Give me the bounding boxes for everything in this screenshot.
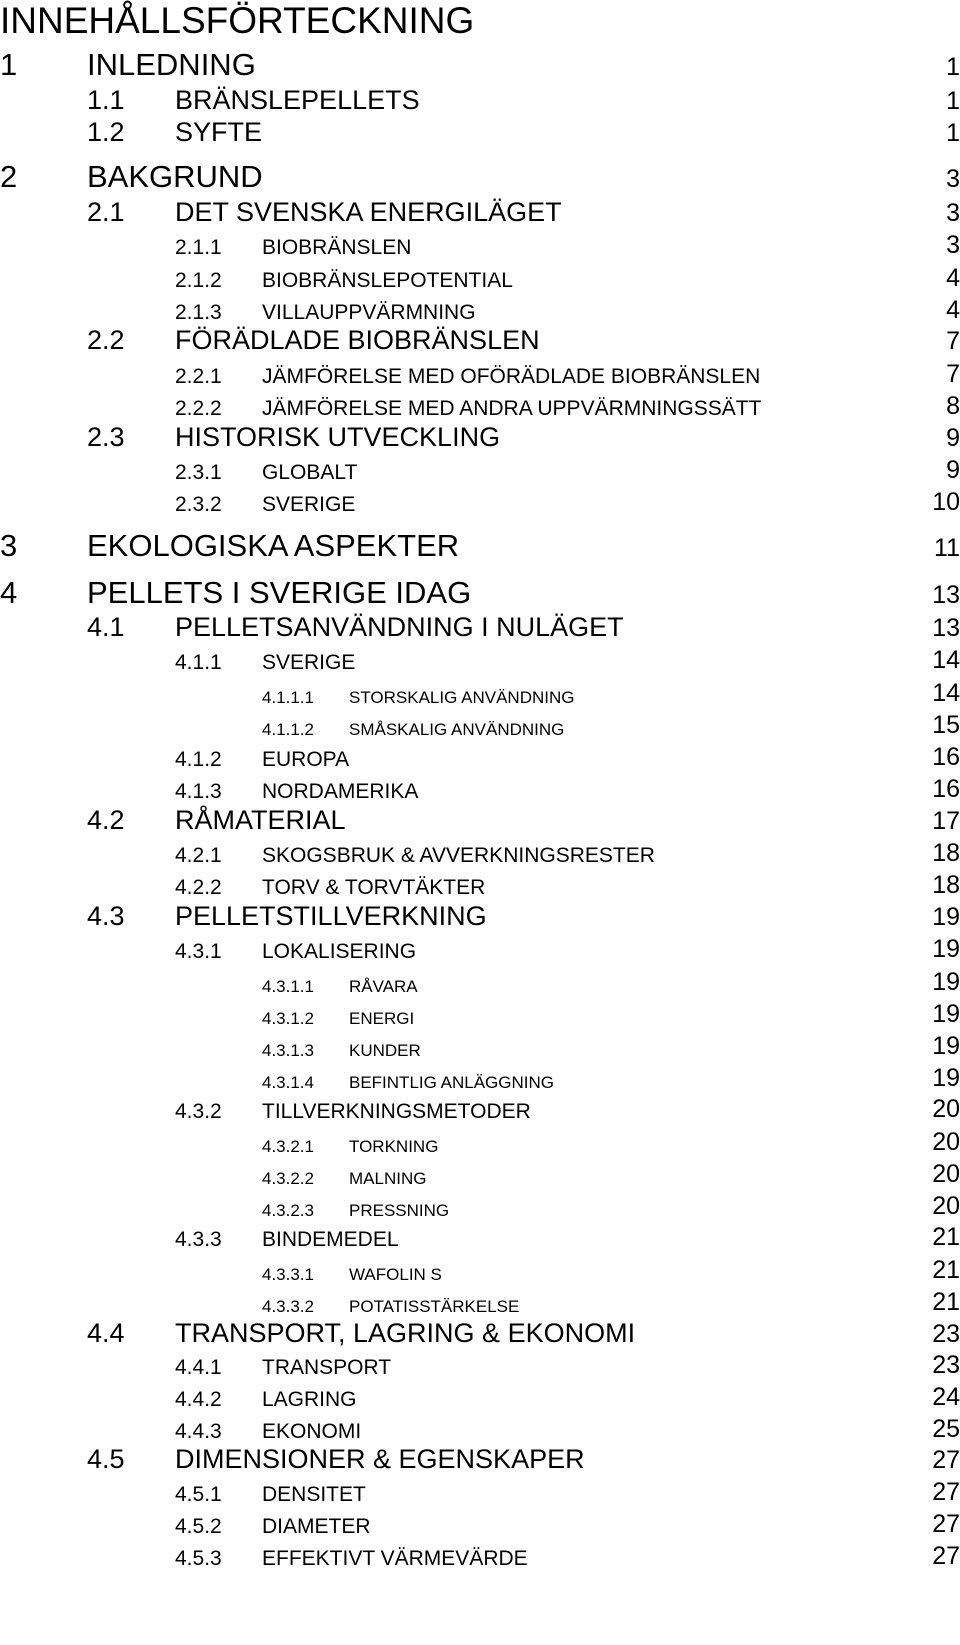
toc-entry-title: DET SVENSKA ENERGILÄGET	[175, 197, 562, 227]
toc-entry-title: EFFEKTIVT VÄRMEVÄRDE	[262, 1547, 528, 1570]
toc-entry-page-number: 21	[932, 1223, 960, 1251]
toc-entry[interactable]	[0, 963, 960, 997]
toc-entry[interactable]	[0, 576, 960, 610]
toc-entry-number: 4.1.3	[175, 780, 222, 803]
toc-entry-title: SKOGSBRUK & AVVERKNINGSRESTER	[262, 844, 655, 867]
toc-title: INNEHÅLLSFÖRTECKNING	[0, 0, 475, 41]
toc-entry-number: 4.4.1	[175, 1356, 222, 1379]
toc-entry-page-number: 13	[932, 614, 960, 642]
toc-entry-page-number: 3	[946, 165, 960, 193]
toc-entry-number: 4.2	[87, 805, 125, 835]
toc-entry[interactable]	[0, 1378, 960, 1412]
toc-entry-title: JÄMFÖRELSE MED ANDRA UPPVÄRMNINGSSÄTT	[262, 397, 762, 420]
toc-entry-page-number: 1	[946, 53, 960, 81]
toc-entry[interactable]	[0, 387, 960, 421]
toc-entry[interactable]	[0, 291, 960, 325]
toc-entry-number: 4.3.1.4	[262, 1073, 314, 1092]
toc-entry-page-number: 16	[932, 743, 960, 771]
toc-entry-number: 2.3.2	[175, 493, 222, 516]
toc-entry-number: 4.2.2	[175, 876, 222, 899]
toc-entry-page-number: 4	[946, 296, 960, 324]
toc-entry[interactable]	[0, 1441, 960, 1475]
toc-entry[interactable]	[0, 1251, 960, 1285]
toc-entry-title: INLEDNING	[87, 47, 256, 82]
toc-entry-title: PRESSNING	[349, 1201, 450, 1220]
toc-entry-title: NORDAMERIKA	[262, 780, 419, 803]
toc-entry-number: 4.3.3	[175, 1228, 222, 1251]
toc-entry-title: STORSKALIG ANVÄNDNING	[349, 688, 575, 707]
toc-entry-page-number: 7	[946, 360, 960, 388]
toc-entry-title: BINDEMEDEL	[262, 1228, 399, 1251]
toc-entry-page-number: 25	[932, 1415, 960, 1443]
toc-entry-number: 4.1.2	[175, 748, 222, 771]
toc-entry[interactable]	[0, 609, 960, 643]
toc-entry[interactable]	[0, 1123, 960, 1157]
toc-entry[interactable]	[0, 114, 960, 148]
toc-entry[interactable]	[0, 1090, 960, 1124]
toc-entry-number: 4.4.3	[175, 1420, 222, 1443]
toc-entry-page-number: 8	[946, 392, 960, 420]
toc-entry-page-number: 9	[946, 424, 960, 452]
toc-entry-title: PELLETS I SVERIGE IDAG	[87, 575, 472, 610]
toc-entry-number: 4.3.2.1	[262, 1137, 314, 1156]
toc-entry-number: 4.3.1.3	[262, 1041, 314, 1060]
toc-entry[interactable]	[0, 738, 960, 772]
toc-entry-title: GLOBALT	[262, 461, 358, 484]
toc-entry-title: BAKGRUND	[87, 159, 263, 194]
toc-entry-page-number: 3	[946, 231, 960, 259]
toc-entry-title: SMÅSKALIG ANVÄNDNING	[349, 720, 565, 739]
toc-entry-page-number: 20	[932, 1192, 960, 1220]
toc-entry[interactable]	[0, 674, 960, 708]
toc-entry[interactable]	[0, 1218, 960, 1252]
toc-entry-title: SVERIGE	[262, 493, 356, 516]
toc-entry-title: POTATISSTÄRKELSE	[349, 1297, 520, 1316]
toc-entry-title: EKONOMI	[262, 1420, 362, 1443]
toc-entry[interactable]	[0, 706, 960, 740]
toc-entry-number: 2.3	[87, 422, 125, 452]
toc-entry-number: 4.3.2	[175, 1100, 222, 1123]
toc-entry-number: 4.3.3.1	[262, 1265, 314, 1284]
toc-entry-number: 4.3.1.1	[262, 977, 314, 996]
toc-entry-page-number: 13	[932, 581, 960, 609]
toc-entry[interactable]	[0, 770, 960, 804]
toc-entry-page-number: 20	[932, 1160, 960, 1188]
toc-entry[interactable]	[0, 1505, 960, 1539]
toc-entry-page-number: 20	[932, 1095, 960, 1123]
toc-entry-number: 4.1.1.2	[262, 720, 314, 739]
toc-entry-number: 2.1	[87, 197, 125, 227]
toc-entry-number: 4.1	[87, 612, 125, 642]
toc-entry-title: FÖRÄDLADE BIOBRÄNSLEN	[175, 325, 540, 355]
toc-entry-page-number: 11	[934, 534, 960, 562]
toc-entry-title: BIOBRÄNSLEN	[262, 236, 412, 259]
toc-entry-number: 4.5.2	[175, 1515, 222, 1538]
toc-entry-title: ENERGI	[349, 1009, 415, 1028]
toc-entry-title: PELLETSANVÄNDNING I NULÄGET	[175, 612, 624, 642]
toc-entry-number: 2.2	[87, 325, 125, 355]
toc-entry-title: TORV & TORVTÄKTER	[262, 876, 486, 899]
toc-entry[interactable]	[0, 1473, 960, 1507]
toc-entry-number: 4.4	[87, 1318, 125, 1348]
toc-entry[interactable]	[0, 866, 960, 900]
toc-entry-title: KUNDER	[349, 1041, 421, 1060]
toc-entry-title: HISTORISK UTVECKLING	[175, 422, 501, 452]
toc-entry-page-number: 21	[932, 1256, 960, 1284]
toc-entry-page-number: 19	[932, 903, 960, 931]
toc-entry-page-number: 21	[932, 1288, 960, 1316]
toc-entry-page-number: 19	[932, 1032, 960, 1060]
toc-entry-title: BRÄNSLEPELLETS	[175, 85, 420, 115]
toc-entry[interactable]	[0, 1410, 960, 1444]
toc-entry-title: PELLETSTILLVERKNING	[175, 901, 487, 931]
toc-entry-page-number: 10	[932, 488, 960, 516]
toc-entry-number: 4.3	[87, 901, 125, 931]
toc-entry-number: 4.3.1	[175, 940, 222, 963]
toc-entry-number: 2.2.2	[175, 397, 222, 420]
toc-entry-title: WAFOLIN S	[349, 1265, 442, 1284]
toc-entry[interactable]	[0, 802, 960, 836]
toc-entry-number: 4	[0, 575, 18, 610]
toc-entry-number: 4.3.2.3	[262, 1201, 314, 1220]
toc-entry-number: 2.1.1	[175, 236, 222, 259]
toc-entry-number: 4.5.1	[175, 1483, 222, 1506]
toc-entry-number: 2.1.3	[175, 301, 222, 324]
toc-entry-title: LOKALISERING	[262, 940, 417, 963]
toc-entry[interactable]	[0, 834, 960, 868]
toc-entry[interactable]	[0, 529, 960, 563]
toc-entry[interactable]	[0, 1027, 960, 1061]
toc-entry-page-number: 9	[946, 456, 960, 484]
toc-entry-number: 3	[0, 528, 18, 563]
toc-entry-number: 4.5.3	[175, 1547, 222, 1570]
toc-entry-number: 4.1.1.1	[262, 688, 314, 707]
toc-entry-page-number: 19	[932, 935, 960, 963]
toc-entry-page-number: 17	[932, 807, 960, 835]
toc-entry-number: 2.3.1	[175, 461, 222, 484]
toc-entry-number: 4.1.1	[175, 651, 222, 674]
toc-entry-number: 4.5	[87, 1444, 125, 1474]
toc-entry[interactable]	[0, 82, 960, 116]
toc-entry-number: 2	[0, 159, 18, 194]
toc-entry-title: BIOBRÄNSLEPOTENTIAL	[262, 269, 513, 292]
toc-entry-page-number: 24	[932, 1383, 960, 1411]
toc-entry-page-number: 23	[932, 1320, 960, 1348]
toc-entry-title: BEFINTLIG ANLÄGGNING	[349, 1073, 554, 1092]
toc-entry-title: SVERIGE	[262, 651, 356, 674]
toc-entry-number: 2.1.2	[175, 269, 222, 292]
toc-entry[interactable]	[0, 419, 960, 453]
toc-entry-number: 1	[0, 47, 18, 82]
toc-entry[interactable]	[0, 930, 960, 964]
toc-entry[interactable]	[0, 1187, 960, 1221]
toc-entry-page-number: 14	[932, 679, 960, 707]
toc-entry-page-number: 18	[932, 871, 960, 899]
toc-entry[interactable]	[0, 641, 960, 675]
toc-entry-page-number: 14	[932, 646, 960, 674]
toc-entry-title: TORKNING	[349, 1137, 439, 1156]
toc-entry-title: VILLAUPPVÄRMNING	[262, 301, 476, 324]
toc-entry-page-number: 18	[932, 839, 960, 867]
toc-entry-number: 1.1	[87, 85, 125, 115]
toc-entry-number: 4.4.2	[175, 1388, 222, 1411]
toc-entry[interactable]	[0, 995, 960, 1029]
toc-entry[interactable]	[0, 194, 960, 228]
toc-entry-title: EKOLOGISKA ASPEKTER	[87, 528, 460, 563]
toc-entry-page-number: 27	[932, 1542, 960, 1570]
toc-entry-title: TRANSPORT, LAGRING & EKONOMI	[175, 1318, 636, 1348]
toc-entry-number: 2.2.1	[175, 365, 222, 388]
toc-entry[interactable]	[0, 1155, 960, 1189]
toc-entry-title: MALNING	[349, 1169, 427, 1188]
toc-entry-title: SYFTE	[175, 117, 263, 147]
toc-entry[interactable]	[0, 1346, 960, 1380]
toc-entry-page-number: 19	[932, 1064, 960, 1092]
toc-entry[interactable]	[0, 1283, 960, 1317]
toc-entry-page-number: 16	[932, 775, 960, 803]
toc-entry-number: 1.2	[87, 117, 125, 147]
toc-entry[interactable]	[0, 160, 960, 194]
toc-entry-number: 4.3.1.2	[262, 1009, 314, 1028]
toc-entry-page-number: 15	[932, 711, 960, 739]
toc-entry[interactable]	[0, 259, 960, 293]
toc-entry-page-number: 1	[946, 119, 960, 147]
toc-entry-page-number: 27	[932, 1446, 960, 1474]
toc-entry-title: DIMENSIONER & EGENSKAPER	[175, 1444, 585, 1474]
toc-entry-page-number: 19	[932, 968, 960, 996]
toc-entry-page-number: 19	[932, 1000, 960, 1028]
toc-entry[interactable]	[0, 1059, 960, 1093]
toc-entry[interactable]	[0, 48, 960, 82]
toc-entry-page-number: 20	[932, 1128, 960, 1156]
toc-entry-title: TILLVERKNINGSMETODER	[262, 1100, 531, 1123]
toc-entry-title: DIAMETER	[262, 1515, 371, 1538]
toc-entry-title: JÄMFÖRELSE MED OFÖRÄDLADE BIOBRÄNSLEN	[262, 365, 761, 388]
toc-entry-number: 4.2.1	[175, 844, 222, 867]
toc-entry[interactable]	[0, 451, 960, 485]
toc-entry[interactable]	[0, 322, 960, 356]
toc-entry[interactable]	[0, 898, 960, 932]
toc-entry-title: TRANSPORT	[262, 1356, 392, 1379]
toc-entry-title: DENSITET	[262, 1483, 366, 1506]
toc-entry-page-number: 23	[932, 1351, 960, 1379]
toc-entry-page-number: 1	[946, 87, 960, 115]
toc-entry-title: RÅMATERIAL	[175, 805, 346, 835]
toc-entry[interactable]	[0, 483, 960, 517]
toc-entry[interactable]	[0, 355, 960, 389]
toc-entry[interactable]	[0, 1537, 960, 1571]
toc-entry-page-number: 27	[932, 1510, 960, 1538]
toc-entry-title: LAGRING	[262, 1388, 357, 1411]
toc-entry-number: 4.3.3.2	[262, 1297, 314, 1316]
toc-entry-page-number: 7	[946, 327, 960, 355]
toc-entry-page-number: 27	[932, 1478, 960, 1506]
toc-entry-number: 4.3.2.2	[262, 1169, 314, 1188]
toc-entry-page-number: 4	[946, 264, 960, 292]
toc-entry[interactable]	[0, 1315, 960, 1349]
toc-entry-page-number: 3	[946, 199, 960, 227]
toc-entry-title: RÅVARA	[349, 977, 418, 996]
toc-entry-title: EUROPA	[262, 748, 350, 771]
toc-entry[interactable]	[0, 226, 960, 260]
